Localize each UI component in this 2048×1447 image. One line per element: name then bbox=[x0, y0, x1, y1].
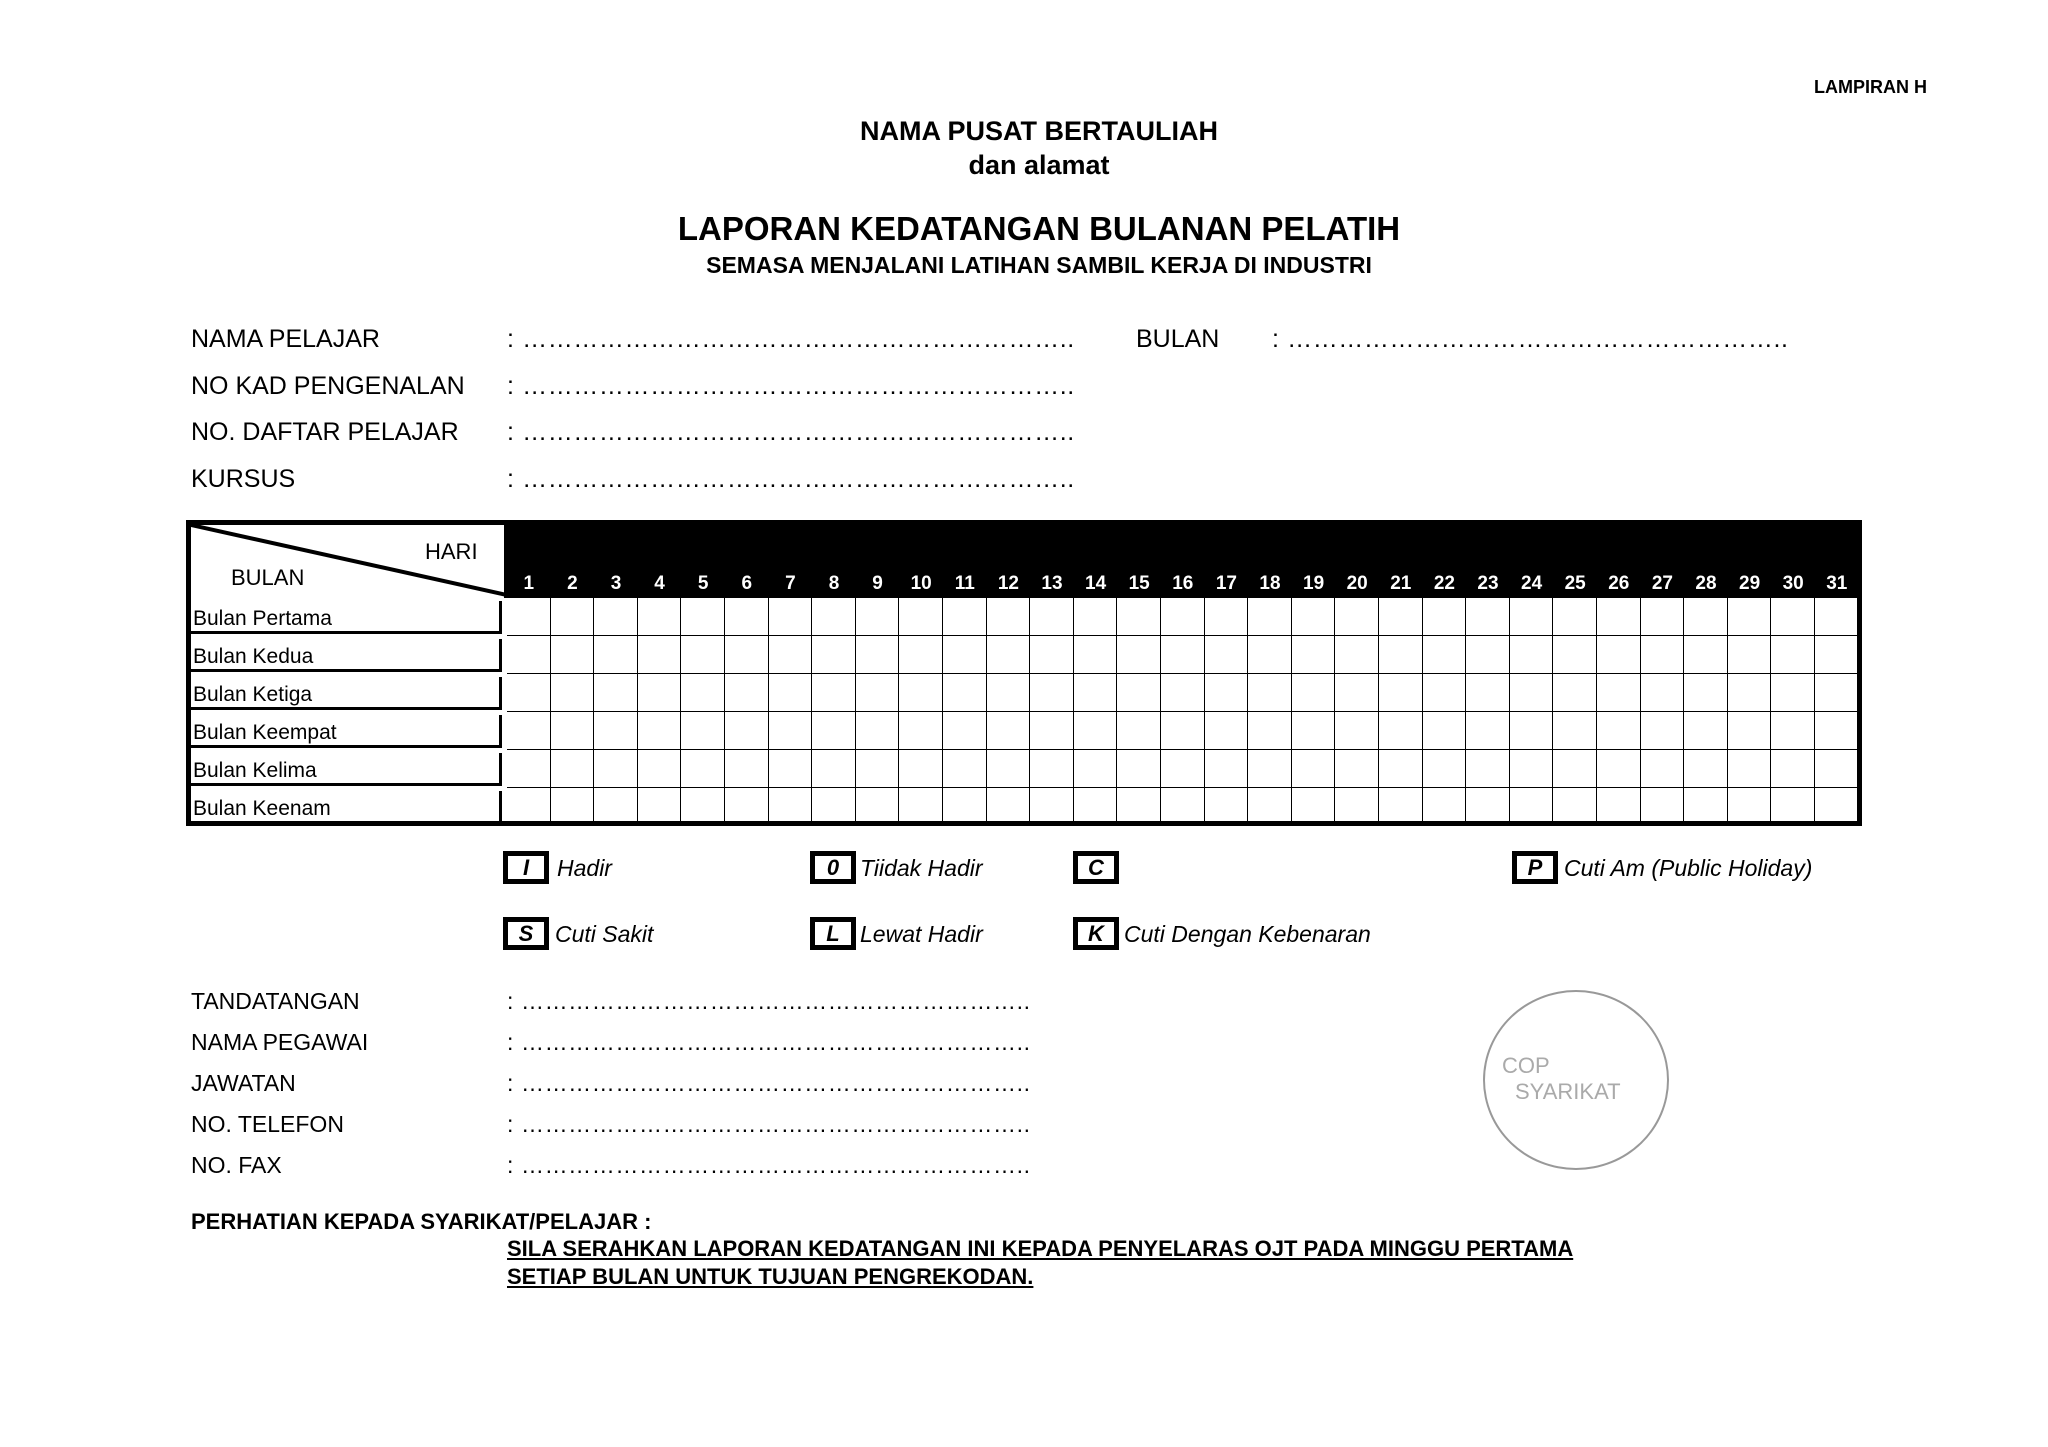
attendance-cell[interactable] bbox=[1030, 712, 1074, 750]
attendance-cell[interactable] bbox=[725, 750, 769, 788]
attendance-cell[interactable] bbox=[943, 636, 987, 674]
attendance-cell[interactable] bbox=[1379, 750, 1423, 788]
attendance-cell[interactable] bbox=[1423, 674, 1467, 712]
attendance-cell[interactable] bbox=[1292, 674, 1336, 712]
position-label: JAWATAN bbox=[191, 1070, 296, 1096]
attendance-cell[interactable] bbox=[1553, 750, 1597, 788]
legend-code-box: I bbox=[503, 851, 549, 884]
attendance-cell[interactable] bbox=[1292, 712, 1336, 750]
attendance-cell[interactable] bbox=[1510, 598, 1554, 636]
attendance-cell[interactable] bbox=[681, 674, 725, 712]
legend-description: Cuti Sakit bbox=[555, 921, 654, 947]
day-header-4: 4 bbox=[654, 573, 665, 594]
attendance-cell[interactable] bbox=[1205, 750, 1249, 788]
attendance-cell[interactable] bbox=[1771, 712, 1815, 750]
attendance-cell[interactable] bbox=[638, 712, 682, 750]
days-axis-label: HARI bbox=[425, 539, 478, 564]
attendance-cell[interactable] bbox=[507, 788, 551, 826]
day-header-12: 12 bbox=[997, 573, 1019, 594]
attendance-cell[interactable] bbox=[1030, 636, 1074, 674]
attendance-cell[interactable] bbox=[987, 788, 1031, 826]
attendance-cell[interactable] bbox=[899, 674, 943, 712]
center-address: dan alamat bbox=[968, 150, 1110, 180]
attendance-cell[interactable] bbox=[769, 788, 813, 826]
attendance-cell[interactable] bbox=[1510, 636, 1554, 674]
attendance-cell[interactable] bbox=[987, 750, 1031, 788]
attendance-cell[interactable] bbox=[1728, 674, 1772, 712]
day-header-18: 18 bbox=[1259, 573, 1281, 594]
attendance-cell[interactable] bbox=[1771, 598, 1815, 636]
course-field[interactable]: : ……………………………………………………….. bbox=[507, 465, 1075, 493]
legend-code-box: S bbox=[503, 917, 549, 950]
center-name: NAMA PUSAT BERTAULIAH bbox=[860, 116, 1218, 146]
attendance-cell[interactable] bbox=[1815, 636, 1859, 674]
attendance-cell[interactable] bbox=[1597, 712, 1641, 750]
attendance-cell[interactable] bbox=[812, 674, 856, 712]
attendance-cell[interactable] bbox=[1161, 636, 1205, 674]
day-header-7: 7 bbox=[785, 573, 796, 594]
attendance-cell[interactable] bbox=[943, 674, 987, 712]
attendance-cell[interactable] bbox=[1510, 750, 1554, 788]
month-row-label: Bulan Kelima bbox=[191, 753, 502, 786]
attendance-cell[interactable] bbox=[1161, 712, 1205, 750]
attendance-cell[interactable] bbox=[594, 788, 638, 826]
attendance-cell[interactable] bbox=[943, 598, 987, 636]
table-corner-cell bbox=[191, 525, 507, 598]
attendance-cell[interactable] bbox=[1466, 636, 1510, 674]
attendance-cell[interactable] bbox=[812, 712, 856, 750]
attendance-cell[interactable] bbox=[594, 598, 638, 636]
day-header-3: 3 bbox=[610, 573, 622, 594]
attendance-cell[interactable] bbox=[1684, 750, 1728, 788]
attendance-cell[interactable] bbox=[507, 750, 551, 788]
month-row-label: Bulan Kedua bbox=[191, 639, 502, 672]
attendance-cell[interactable] bbox=[856, 674, 900, 712]
attendance-cell[interactable] bbox=[594, 674, 638, 712]
attendance-cell[interactable] bbox=[1510, 712, 1554, 750]
attendance-cell[interactable] bbox=[1553, 674, 1597, 712]
attendance-cell[interactable] bbox=[769, 636, 813, 674]
day-header-19: 19 bbox=[1303, 573, 1325, 594]
student-name-label: NAMA PELAJAR bbox=[191, 325, 380, 353]
attendance-cell[interactable] bbox=[769, 674, 813, 712]
attendance-cell[interactable] bbox=[856, 636, 900, 674]
attendance-cell[interactable] bbox=[812, 750, 856, 788]
officer-name-label: NAMA PEGAWAI bbox=[191, 1029, 369, 1055]
course-label: KURSUS bbox=[191, 465, 296, 493]
attendance-cell[interactable] bbox=[1597, 750, 1641, 788]
attendance-cell[interactable] bbox=[681, 788, 725, 826]
signature-label: TANDATANGAN bbox=[191, 988, 360, 1014]
attendance-cell[interactable] bbox=[1815, 598, 1859, 636]
position-field[interactable]: : ……………………………………………………….. bbox=[507, 1070, 1031, 1096]
attendance-cell[interactable] bbox=[507, 598, 551, 636]
attendance-cell[interactable] bbox=[1684, 636, 1728, 674]
months-axis-label: BULAN bbox=[231, 565, 305, 590]
attendance-cell[interactable] bbox=[725, 674, 769, 712]
attendance-cell[interactable] bbox=[1335, 674, 1379, 712]
attendance-cell[interactable] bbox=[1553, 636, 1597, 674]
attendance-cell[interactable] bbox=[1641, 598, 1685, 636]
notice-title: PERHATIAN KEPADA SYARIKAT/PELAJAR : bbox=[191, 1209, 652, 1234]
attendance-table bbox=[186, 520, 1862, 826]
attendance-cell[interactable] bbox=[1510, 674, 1554, 712]
attendance-cell[interactable] bbox=[1597, 788, 1641, 826]
attendance-cell[interactable] bbox=[1205, 636, 1249, 674]
attendance-cell[interactable] bbox=[594, 750, 638, 788]
attendance-cell[interactable] bbox=[769, 598, 813, 636]
attendance-cell[interactable] bbox=[1205, 598, 1249, 636]
attendance-cell[interactable] bbox=[1510, 788, 1554, 826]
attendance-cell[interactable] bbox=[507, 636, 551, 674]
attendance-cell[interactable] bbox=[1248, 712, 1292, 750]
attendance-cell[interactable] bbox=[551, 712, 595, 750]
attendance-cell[interactable] bbox=[769, 750, 813, 788]
attendance-cell[interactable] bbox=[1641, 636, 1685, 674]
attendance-cell[interactable] bbox=[638, 598, 682, 636]
attendance-cell[interactable] bbox=[1684, 674, 1728, 712]
attendance-cell[interactable] bbox=[1684, 712, 1728, 750]
day-header-17: 17 bbox=[1215, 573, 1237, 594]
phone-field[interactable]: : ……………………………………………………….. bbox=[507, 1111, 1031, 1137]
attendance-cell[interactable] bbox=[1684, 598, 1728, 636]
attendance-cell[interactable] bbox=[1074, 750, 1118, 788]
form-subtitle: SEMASA MENJALANI LATIHAN SAMBIL KERJA DI INDUSTRI bbox=[706, 252, 1372, 278]
signature-field[interactable]: : ……………………………………………………….. bbox=[507, 988, 1031, 1014]
day-header-21: 21 bbox=[1390, 573, 1412, 594]
day-header-row bbox=[507, 525, 1857, 598]
attendance-cell[interactable] bbox=[1074, 674, 1118, 712]
attendance-cell[interactable] bbox=[1292, 750, 1336, 788]
student-reg-field[interactable]: : ……………………………………………………….. bbox=[507, 418, 1075, 446]
attendance-cell[interactable] bbox=[856, 712, 900, 750]
month-row-label: Bulan Keempat bbox=[191, 715, 502, 748]
attendance-cell[interactable] bbox=[1117, 750, 1161, 788]
attendance-cell[interactable] bbox=[1553, 788, 1597, 826]
day-header-2: 2 bbox=[567, 573, 578, 594]
attendance-cell[interactable] bbox=[1771, 674, 1815, 712]
attendance-cell[interactable] bbox=[1248, 598, 1292, 636]
attendance-cell[interactable] bbox=[856, 788, 900, 826]
attendance-cell[interactable] bbox=[1335, 598, 1379, 636]
attendance-cell[interactable] bbox=[1030, 598, 1074, 636]
attendance-cell[interactable] bbox=[1597, 674, 1641, 712]
day-header-15: 15 bbox=[1128, 573, 1150, 594]
attendance-cell[interactable] bbox=[1815, 788, 1859, 826]
attendance-cell[interactable] bbox=[1161, 598, 1205, 636]
month-row-label: Bulan Ketiga bbox=[191, 677, 502, 710]
day-header-27: 27 bbox=[1651, 573, 1673, 594]
attendance-cell[interactable] bbox=[594, 636, 638, 674]
attendance-cell[interactable] bbox=[1728, 712, 1772, 750]
day-header-6: 6 bbox=[741, 573, 753, 594]
attendance-cell[interactable] bbox=[1466, 712, 1510, 750]
attendance-cell[interactable] bbox=[987, 674, 1031, 712]
stamp-text-line1: COP bbox=[1502, 1053, 1550, 1078]
attendance-cell[interactable] bbox=[856, 750, 900, 788]
attendance-cell[interactable] bbox=[1379, 788, 1423, 826]
attendance-cell[interactable] bbox=[899, 750, 943, 788]
legend-description: Hadir bbox=[557, 855, 612, 881]
attendance-cell[interactable] bbox=[1728, 598, 1772, 636]
attendance-cell[interactable] bbox=[638, 636, 682, 674]
attendance-cell[interactable] bbox=[1117, 788, 1161, 826]
attendance-cell[interactable] bbox=[987, 712, 1031, 750]
attendance-cell[interactable] bbox=[1074, 788, 1118, 826]
attendance-cell[interactable] bbox=[1335, 750, 1379, 788]
attendance-cell[interactable] bbox=[1815, 750, 1859, 788]
day-header-13: 13 bbox=[1041, 573, 1063, 594]
attendance-cell[interactable] bbox=[899, 598, 943, 636]
attendance-cell[interactable] bbox=[638, 788, 682, 826]
id-card-label: NO KAD PENGENALAN bbox=[191, 372, 465, 400]
day-header-29: 29 bbox=[1739, 573, 1761, 594]
attendance-cell[interactable] bbox=[1205, 674, 1249, 712]
attendance-cell[interactable] bbox=[1205, 788, 1249, 826]
day-header-31: 31 bbox=[1826, 573, 1848, 594]
attendance-cell[interactable] bbox=[725, 598, 769, 636]
day-header-11: 11 bbox=[954, 573, 975, 594]
attendance-cell[interactable] bbox=[1379, 598, 1423, 636]
attendance-cell[interactable] bbox=[1248, 750, 1292, 788]
month-row-label: Bulan Pertama bbox=[191, 601, 502, 634]
attendance-cell[interactable] bbox=[1292, 598, 1336, 636]
attendance-cell[interactable] bbox=[681, 598, 725, 636]
day-header-30: 30 bbox=[1782, 573, 1804, 594]
id-card-field[interactable]: : ……………………………………………………….. bbox=[507, 372, 1075, 400]
student-reg-label: NO. DAFTAR PELAJAR bbox=[191, 418, 459, 446]
day-header-10: 10 bbox=[910, 573, 932, 594]
notice-line-1: SILA SERAHKAN LAPORAN KEDATANGAN INI KEPADA PENYELARAS OJT PADA MINGGU PERTAMA bbox=[507, 1236, 1574, 1261]
day-header-26: 26 bbox=[1608, 573, 1630, 594]
form-title: LAPORAN KEDATANGAN BULANAN PELATIH bbox=[677, 210, 1401, 247]
day-header-5: 5 bbox=[697, 573, 709, 594]
attendance-cell[interactable] bbox=[1771, 636, 1815, 674]
attendance-cell[interactable] bbox=[1684, 788, 1728, 826]
stamp-text-line2: SYARIKAT bbox=[1515, 1079, 1621, 1104]
attendance-cell[interactable] bbox=[1379, 712, 1423, 750]
attendance-cell[interactable] bbox=[1466, 788, 1510, 826]
attendance-cell[interactable] bbox=[1423, 788, 1467, 826]
legend-description: Cuti Am (Public Holiday) bbox=[1564, 855, 1813, 881]
attendance-cell[interactable] bbox=[1117, 674, 1161, 712]
attendance-cell[interactable] bbox=[1641, 674, 1685, 712]
attendance-cell[interactable] bbox=[725, 788, 769, 826]
month-field[interactable]: : ………………………………………………….. bbox=[1272, 325, 1789, 353]
attendance-cell[interactable] bbox=[1161, 674, 1205, 712]
annex-label: LAMPIRAN H bbox=[1814, 77, 1927, 97]
attendance-cell[interactable] bbox=[812, 598, 856, 636]
legend-code-box: C bbox=[1073, 851, 1119, 884]
day-header-9: 9 bbox=[872, 573, 883, 594]
month-label: BULAN bbox=[1136, 325, 1220, 353]
attendance-cell[interactable] bbox=[1728, 788, 1772, 826]
day-header-1: 1 bbox=[523, 573, 535, 594]
attendance-cell[interactable] bbox=[1379, 636, 1423, 674]
attendance-cell[interactable] bbox=[1771, 788, 1815, 826]
phone-label: NO. TELEFON bbox=[191, 1111, 344, 1137]
attendance-cell[interactable] bbox=[638, 674, 682, 712]
attendance-cell[interactable] bbox=[1161, 750, 1205, 788]
attendance-cell[interactable] bbox=[1553, 712, 1597, 750]
day-header-24: 24 bbox=[1521, 573, 1543, 594]
day-header-14: 14 bbox=[1085, 573, 1107, 594]
attendance-cell[interactable] bbox=[943, 750, 987, 788]
attendance-cell[interactable] bbox=[1074, 712, 1118, 750]
attendance-cell[interactable] bbox=[987, 636, 1031, 674]
attendance-cell[interactable] bbox=[1728, 750, 1772, 788]
attendance-cell[interactable] bbox=[1161, 788, 1205, 826]
attendance-cell[interactable] bbox=[1553, 598, 1597, 636]
attendance-cell[interactable] bbox=[681, 750, 725, 788]
attendance-cell[interactable] bbox=[1641, 788, 1685, 826]
attendance-cell[interactable] bbox=[507, 712, 551, 750]
attendance-cell[interactable] bbox=[551, 674, 595, 712]
attendance-cell[interactable] bbox=[1074, 636, 1118, 674]
attendance-cell[interactable] bbox=[1641, 712, 1685, 750]
officer-name-field[interactable]: : ……………………………………………………….. bbox=[507, 1029, 1031, 1055]
legend-code-box: 0 bbox=[810, 851, 856, 884]
attendance-cell[interactable] bbox=[1597, 636, 1641, 674]
attendance-cell[interactable] bbox=[1117, 636, 1161, 674]
legend-code-box: K bbox=[1073, 917, 1119, 950]
legend-description: Cuti Dengan Kebenaran bbox=[1124, 921, 1371, 947]
day-header-20: 20 bbox=[1346, 573, 1368, 594]
attendance-cell[interactable] bbox=[899, 788, 943, 826]
attendance-cell[interactable] bbox=[1597, 598, 1641, 636]
legend-description: Lewat Hadir bbox=[860, 921, 983, 947]
attendance-cell[interactable] bbox=[812, 636, 856, 674]
attendance-cell[interactable] bbox=[1292, 636, 1336, 674]
attendance-cell[interactable] bbox=[507, 674, 551, 712]
attendance-cell[interactable] bbox=[1466, 598, 1510, 636]
attendance-cell[interactable] bbox=[1030, 674, 1074, 712]
legend-code-box: P bbox=[1512, 851, 1558, 884]
attendance-cell[interactable] bbox=[1030, 788, 1074, 826]
attendance-cell[interactable] bbox=[856, 598, 900, 636]
attendance-cell[interactable] bbox=[1335, 636, 1379, 674]
attendance-cell[interactable] bbox=[551, 750, 595, 788]
attendance-cell[interactable] bbox=[1728, 636, 1772, 674]
day-header-8: 8 bbox=[828, 573, 840, 594]
attendance-cell[interactable] bbox=[1335, 712, 1379, 750]
attendance-cell[interactable] bbox=[943, 788, 987, 826]
day-header-23: 23 bbox=[1477, 573, 1499, 594]
attendance-cell[interactable] bbox=[551, 636, 595, 674]
attendance-cell[interactable] bbox=[899, 712, 943, 750]
attendance-cell[interactable] bbox=[1335, 788, 1379, 826]
day-header-28: 28 bbox=[1695, 573, 1717, 594]
attendance-cell[interactable] bbox=[681, 636, 725, 674]
attendance-cell[interactable] bbox=[812, 788, 856, 826]
attendance-cell[interactable] bbox=[1423, 636, 1467, 674]
attendance-cell[interactable] bbox=[551, 598, 595, 636]
attendance-cell[interactable] bbox=[725, 712, 769, 750]
fax-field[interactable]: : ……………………………………………………….. bbox=[507, 1152, 1031, 1178]
month-row-label: Bulan Keenam bbox=[191, 791, 502, 824]
attendance-cell[interactable] bbox=[987, 598, 1031, 636]
legend-code-box: L bbox=[810, 917, 856, 950]
attendance-cell[interactable] bbox=[1641, 750, 1685, 788]
attendance-cell[interactable] bbox=[594, 712, 638, 750]
student-name-field[interactable]: : ……………………………………………………….. bbox=[507, 325, 1075, 353]
attendance-cell[interactable] bbox=[943, 712, 987, 750]
attendance-cell[interactable] bbox=[1466, 674, 1510, 712]
attendance-cell[interactable] bbox=[1292, 788, 1336, 826]
attendance-cell[interactable] bbox=[1030, 750, 1074, 788]
day-header-22: 22 bbox=[1433, 573, 1455, 594]
day-header-25: 25 bbox=[1564, 573, 1586, 594]
attendance-cell[interactable] bbox=[681, 712, 725, 750]
attendance-cell[interactable] bbox=[1815, 712, 1859, 750]
attendance-cell[interactable] bbox=[769, 712, 813, 750]
attendance-cell[interactable] bbox=[1771, 750, 1815, 788]
attendance-cell[interactable] bbox=[1815, 674, 1859, 712]
attendance-cell[interactable] bbox=[1117, 598, 1161, 636]
attendance-cell[interactable] bbox=[1379, 674, 1423, 712]
attendance-cell[interactable] bbox=[551, 788, 595, 826]
attendance-cell[interactable] bbox=[1117, 712, 1161, 750]
attendance-cell[interactable] bbox=[1248, 788, 1292, 826]
attendance-cell[interactable] bbox=[1074, 598, 1118, 636]
attendance-cell[interactable] bbox=[1423, 750, 1467, 788]
attendance-cell[interactable] bbox=[899, 636, 943, 674]
attendance-cell[interactable] bbox=[1466, 750, 1510, 788]
legend-description: Tiidak Hadir bbox=[860, 855, 983, 881]
fax-label: NO. FAX bbox=[191, 1152, 282, 1178]
attendance-cell[interactable] bbox=[1423, 712, 1467, 750]
attendance-cell[interactable] bbox=[1205, 712, 1249, 750]
day-header-16: 16 bbox=[1172, 573, 1194, 594]
attendance-cell[interactable] bbox=[1248, 636, 1292, 674]
notice-line-2: SETIAP BULAN UNTUK TUJUAN PENGREKODAN. bbox=[507, 1264, 1034, 1289]
attendance-cell[interactable] bbox=[1423, 598, 1467, 636]
attendance-cell[interactable] bbox=[725, 636, 769, 674]
attendance-cell[interactable] bbox=[638, 750, 682, 788]
attendance-cell[interactable] bbox=[1248, 674, 1292, 712]
